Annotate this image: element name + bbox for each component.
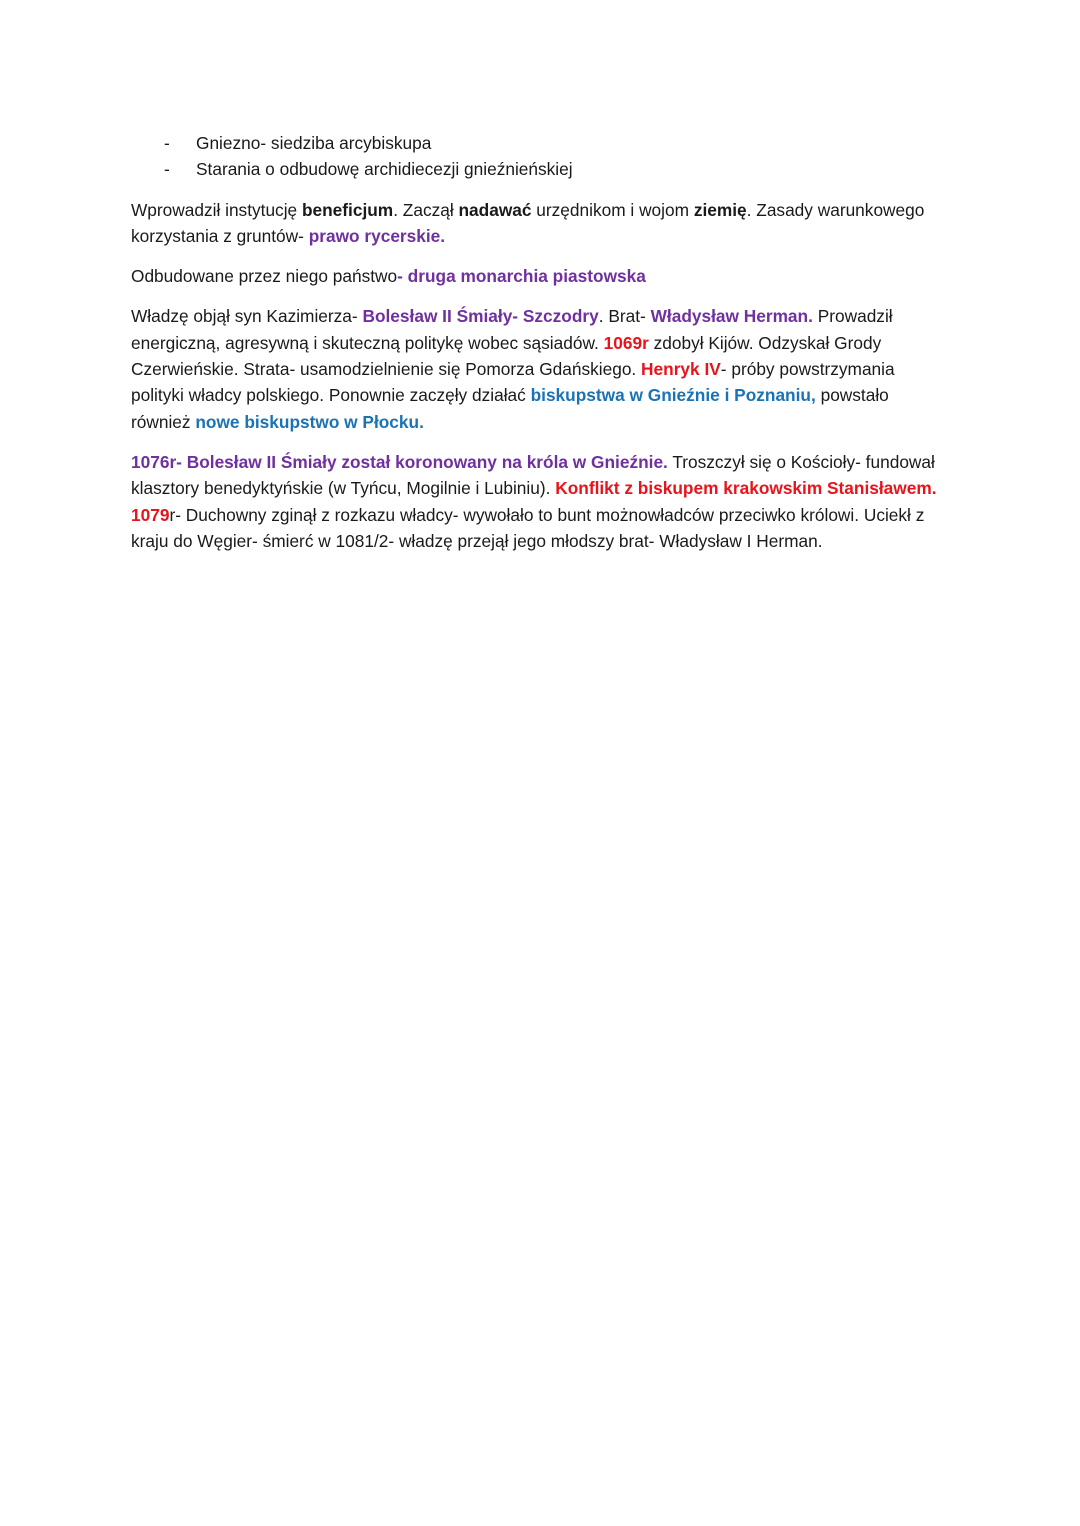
text-run: Władzę objął syn Kazimierza-	[131, 306, 363, 327]
text-run: . Brat-	[598, 306, 651, 327]
highlight-red: 1069r	[603, 332, 649, 353]
dash-marker: -	[164, 159, 170, 180]
paragraph-beneficjum	[131, 197, 951, 250]
list-item-text: Starania o odbudowę archidiecezji gnieźnieńskiej	[196, 159, 573, 180]
highlight-b: beneficjum	[301, 199, 394, 220]
highlight-purple: prawo rycerskie.	[308, 225, 446, 246]
text-run: zdobył Kijów. Odzyskał Grody Czerwieńskie. Strata- usamodzielnienie się Pomorza Gdańskiego.	[131, 332, 882, 380]
highlight-blue: nowe biskupstwo w Płocku.	[195, 411, 424, 432]
paragraph-coronation	[131, 449, 951, 554]
text-run: . Zasady warunkowego korzystania z gruntów-	[131, 199, 925, 246]
bullet-list	[131, 130, 951, 183]
text-run: - próby powstrzymania polityki władcy polskiego. Ponownie zaczęły działać	[131, 359, 895, 406]
highlight-red: Konflikt z biskupem krakowskim Stanisławem. 1079	[131, 478, 937, 525]
highlight-b: nadawać	[458, 199, 532, 220]
list-item	[131, 130, 951, 156]
highlight-purple: 1076r- Bolesław II Śmiały został koronowany na króla w Gnieźnie.	[131, 451, 668, 472]
list-item	[131, 156, 951, 182]
highlight-b: ziemię	[693, 199, 747, 220]
text-run: Wprowadził instytucję	[131, 199, 302, 220]
document-body	[131, 130, 951, 568]
dash-marker: -	[164, 133, 170, 153]
highlight-red: Henryk IV	[641, 359, 721, 380]
list-item-text: Gniezno- siedziba arcybiskupa	[196, 133, 432, 153]
paragraph-druga-monarchia	[131, 263, 951, 289]
highlight-purple: - druga monarchia piastowska	[397, 266, 646, 287]
text-run: urzędnikom i wojom	[531, 199, 694, 220]
text-run: r- Duchowny zginął z rozkazu władcy- wywołało to bunt możnowładców przeciwko królowi. Uciekł z kraju do Węgier- śmierć w 1081/2- władzę przejął jego młodszy brat- Władysław I Herman.	[131, 504, 925, 551]
text-run: powstało również	[131, 385, 889, 432]
text-run: Prowadził energiczną, agresywną i skuteczną politykę wobec sąsiadów.	[131, 306, 893, 353]
text-run: Troszczył się o Kościoły- fundował klasztory benedyktyńskie (w Tyńcu, Mogilnie i Lubiniu).	[131, 451, 935, 499]
highlight-purple: Bolesław II Śmiały- Szczodry	[362, 306, 599, 327]
highlight-purple: Władysław Herman.	[650, 306, 813, 327]
text-run: . Zaczął	[393, 199, 459, 220]
text-run: Odbudowane przez niego państwo	[131, 266, 398, 287]
highlight-blue: biskupstwa w Gnieźnie i Poznaniu,	[530, 385, 816, 406]
paragraph-boleslaw-rule	[131, 303, 951, 434]
